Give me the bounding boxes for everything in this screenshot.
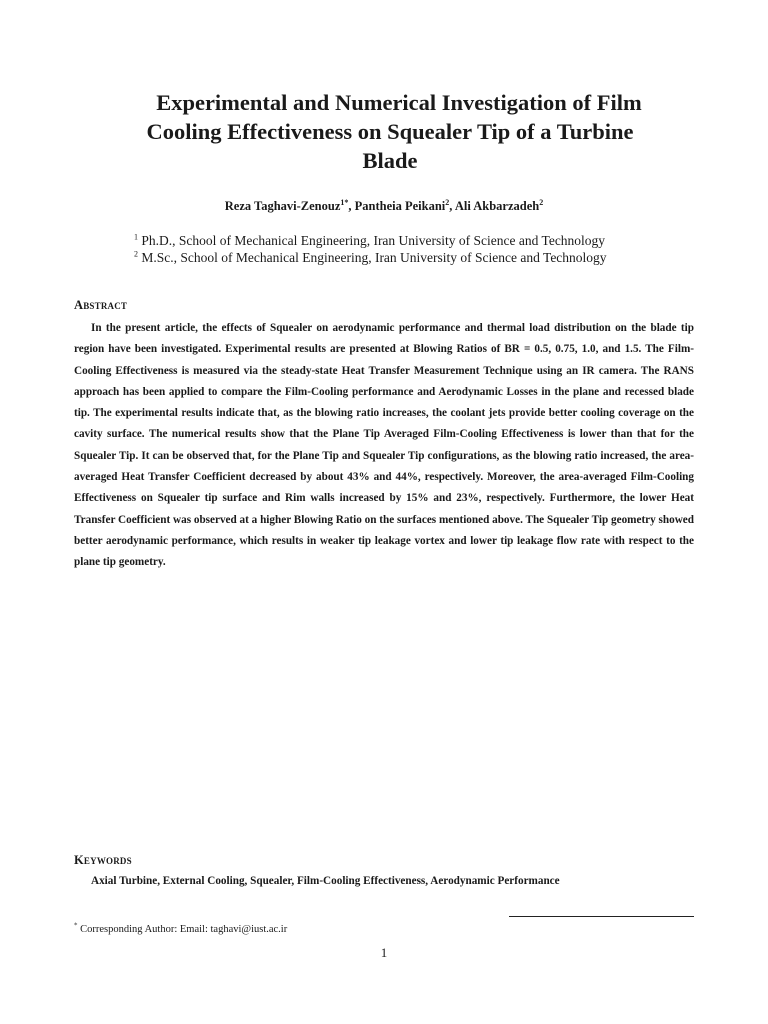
author-3-name: Ali Akbarzadeh [454,199,540,213]
title-line-2: Cooling Effectiveness on Squealer Tip of a Turbine [146,119,634,144]
abstract-body: In the present article, the effects of Squealer on aerodynamic performance and thermal load distribution on the blade tip region have been investigated. Experimental results are presented at Blowing Ratios of BR = 0.5, 0.75, 1.0, and 1.5. The Film-Cooling Effectiveness is measured via the steady-state Heat Transfer Measurement Technique using an IR camera. The RANS approach has been applied to compare the Film-Cooling performance and Aerodynamic Losses in the plane and recessed blade tip. The experimental results indicate that, as the blowing ratio increases, the coolant jets provide better cooling coverage on the cavity surface. The numerical results show that the Plane Tip Averaged Film-Cooling Effectiveness is lower than that for the Squealer Tip. It can be observed that, for the Plane Tip and Squealer Tip configurations, as the blowing ratio increased, the area-averaged Heat Transfer Coefficient decreased by about 43% and 44%, respectively. Moreover, the area-averaged Film-Cooling Effectiveness on Squealer tip surface and Rim walls increased by 15% and 23%, respectively. Furthermore, the lower Heat Transfer Coefficient was observed at a higher Blowing Ratio on the surfaces mentioned above. The Squealer Tip geometry showed better aerodynamic performance, which results in weaker tip leakage vortex and lower tip leakage flow rate with respect to the plane tip geometry. [74,322,694,569]
title-line-1: Experimental and Numerical Investigation of Film [156,90,642,115]
footnote-marker: * [74,921,78,930]
author-2-marker: 2 [445,197,450,207]
author-separator: , [449,199,455,213]
corresponding-author-footnote [74,921,288,935]
keywords-heading: Keywords [74,853,132,867]
paper-title [90,88,690,175]
author-2-name: Pantheia Peikani [354,199,446,213]
author-1-marker: 1* [340,197,349,207]
author-separator: , [348,199,355,213]
author-1-name: Reza Taghavi-Zenouz [224,199,341,213]
affiliation-1-text: Ph.D., School of Mechanical Engineering, Iran University of Science and Technology [138,233,606,248]
author-3-marker: 2 [539,197,544,207]
affiliation-1-marker: 1 [134,232,138,242]
footnote-divider [509,916,694,917]
abstract-heading: Abstract [74,298,128,312]
affiliation-2-marker: 2 [134,249,138,259]
affiliation-2-text: M.Sc., School of Mechanical Engineering, Iran University of Science and Technology [138,250,607,265]
author-list [0,199,768,214]
footnote-text: Corresponding Author: Email: taghavi@iust.ac.ir [77,924,288,935]
keywords-list: Axial Turbine, External Cooling, Squealer, Film-Cooling Effectiveness, Aerodynamic Performance [91,875,560,887]
affiliation-2 [134,250,607,266]
title-line-3: Blade [362,148,418,173]
page-number: 1 [380,945,388,960]
affiliation-1 [134,233,605,249]
